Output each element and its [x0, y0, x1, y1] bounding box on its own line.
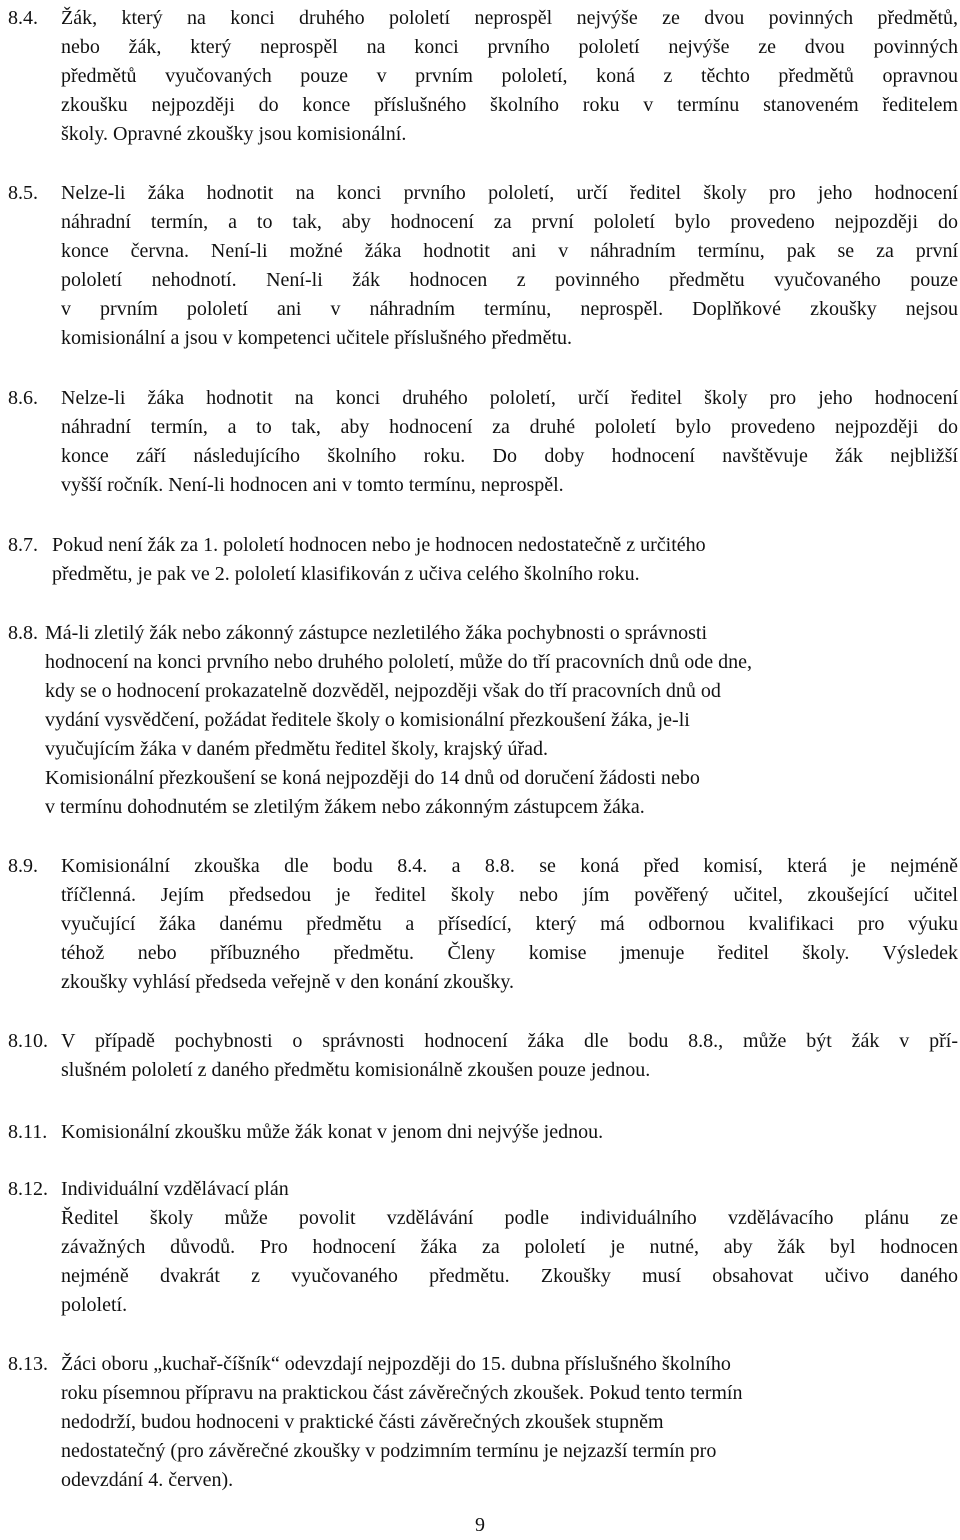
text-line: roku písemnou přípravu na praktickou část závěrečných zkoušek. Pokud tento termín: [61, 1382, 743, 1404]
text-line: tříčlenná. Jejím předsedou je ředitel školy nebo jím pověřený učitel, zkoušející učitel: [61, 884, 958, 906]
page-number: 9: [475, 1514, 485, 1536]
text-line: Komisionální zkouška dle bodu 8.4. a 8.8. se koná před komisí, která je nejméně: [61, 855, 958, 877]
section-text: [61, 1027, 958, 1085]
text-line: slušném pololetí z daného předmětu komisionálně zkoušen pouze jednou.: [61, 1059, 651, 1081]
text-line: Pokud není žák za 1. pololetí hodnocen nebo je hodnocen nedostatečně z určitého: [52, 534, 706, 556]
text-line: Komisionální zkoušku může žák konat v jenom dni nejvýše jednou.: [61, 1121, 604, 1143]
text-line: vyučujícím žáka v daném předmětu ředitel školy, krajský úřad.: [45, 738, 548, 760]
text-line: náhradní termín, a to tak, aby hodnocení za první pololetí bylo provedeno nejpozději do: [61, 211, 958, 233]
text-line: hodnocení na konci prvního nebo druhého pololetí, může do tří pracovních dnů ode dne,: [45, 651, 753, 673]
section-8-10: [8, 1027, 958, 1085]
text-line: konce září následujícího školního roku. Do doby hodnocení navštěvuje žák nejbližší: [61, 445, 958, 467]
text-line: komisionální a jsou v kompetenci učitele příslušného předmětu.: [61, 327, 573, 349]
section-text: [61, 384, 958, 500]
section-8-8: [8, 619, 958, 822]
text-line: nebo žák, který neprospěl na konci prvního pololetí nejvýše ze dvou povinných: [61, 36, 958, 58]
section-number: 8.6.: [8, 387, 38, 409]
section-text: [61, 852, 958, 997]
text-line: předmětů vyučovaných pouze v prvním pololetí, koná z těchto předmětů opravnou: [61, 65, 958, 87]
section-text: [45, 619, 958, 822]
section-number: 8.4.: [8, 7, 38, 29]
section-8-5: [8, 179, 958, 353]
section-number: 8.11.: [8, 1121, 48, 1143]
text-line: odevzdání 4. červen).: [61, 1469, 234, 1491]
text-line: Žák, který na konci druhého pololetí neprospěl nejvýše ze dvou povinných předmětů,: [61, 7, 958, 29]
text-line: konce června. Není-li možné žáka hodnotit ani v náhradním termínu, pak se za první: [61, 240, 958, 262]
section-heading: Individuální vzdělávací plán: [61, 1178, 289, 1200]
section-number: 8.10.: [8, 1030, 48, 1052]
text-line: pololetí.: [61, 1294, 128, 1316]
section-number: 8.7.: [8, 534, 38, 556]
text-line: Nelze-li žáka hodnotit na konci prvního pololetí, určí ředitel školy pro jeho hodnocení: [61, 182, 958, 204]
section-8-9: [8, 852, 958, 997]
section-text: [61, 1118, 958, 1147]
section-number: 8.12.: [8, 1178, 48, 1200]
section-8-4: [8, 4, 958, 149]
text-line: zkoušku nejpozději do konce příslušného školního roku v termínu stanoveném ředitelem: [61, 94, 958, 116]
section-text: [52, 531, 958, 589]
text-line: Komisionální přezkoušení se koná nejpozději do 14 dnů od doručení žádosti nebo: [45, 767, 700, 789]
text-line: Nelze-li žáka hodnotit na konci druhého pololetí, určí ředitel školy pro jeho hodnocení: [61, 387, 958, 409]
text-line: téhož nebo příbuzného předmětu. Členy komise jmenuje ředitel školy. Výsledek: [61, 942, 958, 964]
text-line: V případě pochybnosti o správnosti hodnocení žáka dle bodu 8.8., může být žák v pří-: [61, 1030, 958, 1052]
section-number: 8.8.: [8, 622, 38, 644]
section-text: [61, 4, 958, 149]
section-8-12: [8, 1175, 958, 1320]
text-line: nedostatečný (pro závěrečné zkoušky v podzimním termínu je nejzazší termín pro: [61, 1440, 717, 1462]
text-line: zkoušky vyhlásí předseda veřejně v den konání zkoušky.: [61, 971, 515, 993]
section-8-11: [8, 1118, 958, 1147]
section-8-6: [8, 384, 958, 500]
text-line: pololetí nehodnotí. Není-li žák hodnocen z povinného předmětu vyučovaného pouze: [61, 269, 958, 291]
text-line: v termínu dohodnutém se zletilým žákem nebo zákonným zástupcem žáka.: [45, 796, 645, 818]
text-line: náhradní termín, a to tak, aby hodnocení za druhé pololetí bylo provedeno nejpozději do: [61, 416, 958, 438]
text-line: Ředitel školy může povolit vzdělávání podle individuálního vzdělávacího plánu ze: [61, 1207, 958, 1229]
text-line: vyučující žáka danému předmětu a přísedící, který má odbornou kvalifikaci pro výuku: [61, 913, 958, 935]
section-text: [61, 1175, 958, 1320]
text-line: vydání vysvědčení, požádat ředitele školy o komisionální přezkoušení žáka, je-li: [45, 709, 690, 731]
text-line: předmětu, je pak ve 2. pololetí klasifikován z učiva celého školního roku.: [52, 563, 640, 585]
text-line: nedodrží, budou hodnoceni v praktické části závěrečných zkoušek stupněm: [61, 1411, 664, 1433]
text-line: Má-li zletilý žák nebo zákonný zástupce nezletilého žáka pochybnosti o správnosti: [45, 622, 708, 644]
section-8-13: [8, 1350, 958, 1495]
section-text: [61, 179, 958, 353]
text-line: v prvním pololetí ani v náhradním termínu, neprospěl. Doplňkové zkoušky nejsou: [61, 298, 958, 320]
section-number: 8.9.: [8, 855, 38, 877]
section-number: 8.13.: [8, 1353, 48, 1375]
text-line: závažných důvodů. Pro hodnocení žáka za pololetí je nutné, aby žák byl hodnocen: [61, 1236, 958, 1258]
text-line: vyšší ročník. Není-li hodnocen ani v tomto termínu, neprospěl.: [61, 474, 564, 496]
text-line: Žáci oboru „kuchař-číšník“ odevzdají nejpozději do 15. dubna příslušného školního: [61, 1353, 731, 1375]
text-line: kdy se o hodnocení prokazatelně dozvěděl, nejpozději však do tří pracovních dnů od: [45, 680, 721, 702]
section-text: [61, 1350, 958, 1495]
text-line: školy. Opravné zkoušky jsou komisionální.: [61, 123, 407, 145]
section-number: 8.5.: [8, 182, 38, 204]
section-8-7: [8, 531, 958, 589]
text-line: nejméně dvakrát z vyučovaného předmětu. Zkoušky musí obsahovat učivo daného: [61, 1265, 958, 1287]
